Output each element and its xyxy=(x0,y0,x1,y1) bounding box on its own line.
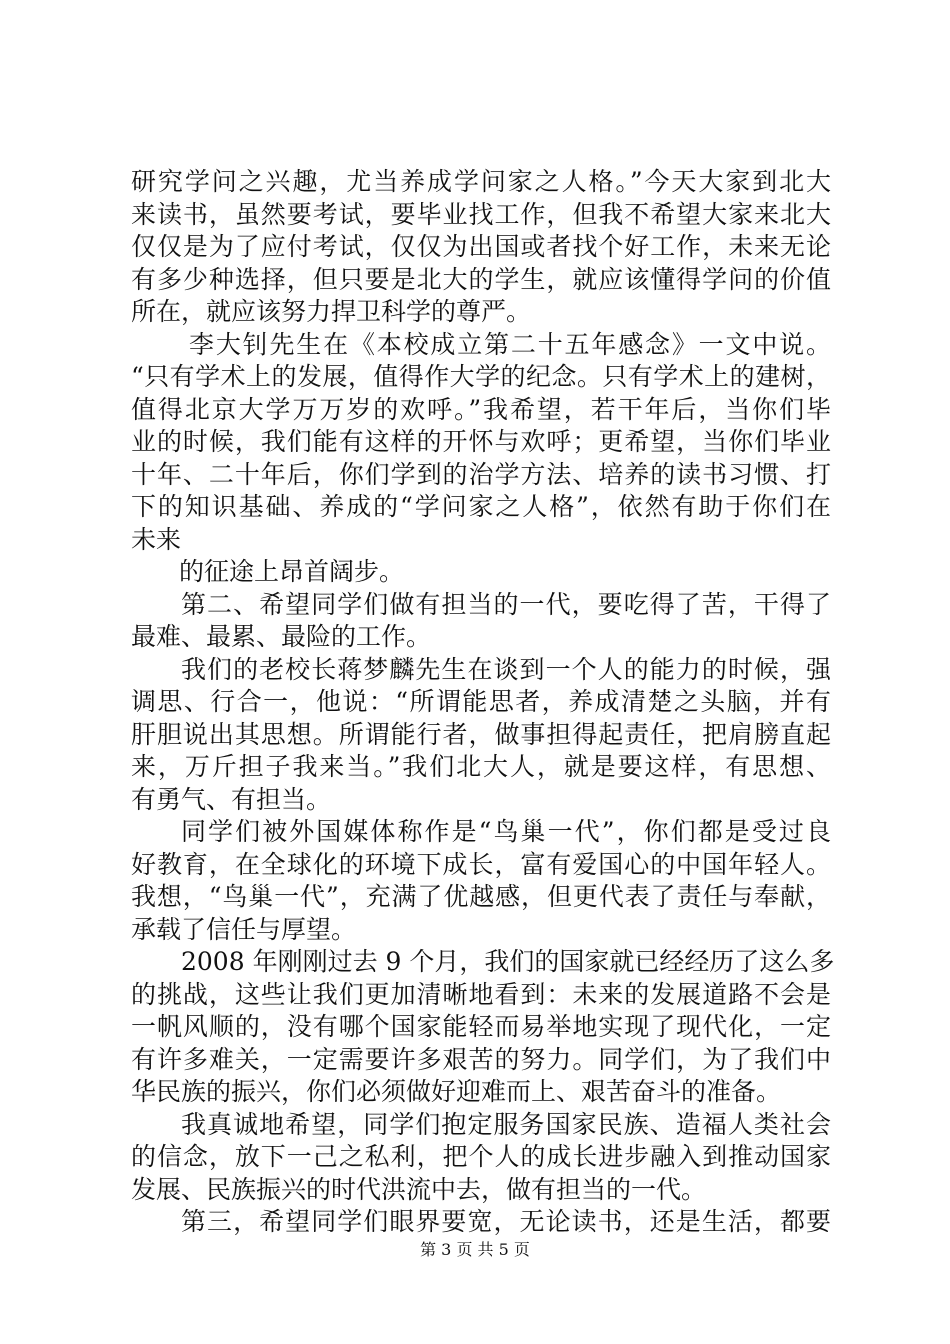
text-line: 仅仅是为了应付考试，仅仅为出国或者找个好工作，未来无论 xyxy=(131,232,831,261)
text-line: 的挑战，这些让我们更加清晰地看到：未来的发展道路不会是 xyxy=(131,980,831,1009)
text-line: 第二、希望同学们做有担当的一代，要吃得了苦，干得了 xyxy=(181,590,831,619)
text-line: 好教育，在全球化的环境下成长，富有爱国心的中国年轻人。 xyxy=(131,850,831,879)
text-line: 的征途上昂首阔步。 xyxy=(179,557,405,586)
page-footer: 第 3 页 共 5 页 xyxy=(420,1240,530,1259)
text-line: 值得北京大学万万岁的欢呼。”我希望，若干年后，当你们毕 xyxy=(131,395,831,424)
text-line: 调思、行合一，他说：“所谓能思者，养成清楚之头脑，并有 xyxy=(131,687,831,716)
text-line: 来读书，虽然要考试，要毕业找工作，但我不希望大家来北大 xyxy=(131,200,831,229)
text-line: 我们的老校长蒋梦麟先生在谈到一个人的能力的时候，强 xyxy=(181,655,831,684)
text-line: 肝胆说出其思想。所谓能行者，做事担得起责任，把肩膀直起 xyxy=(131,720,831,749)
text-line: 最难、最累、最险的工作。 xyxy=(131,622,432,651)
text-line: 华民族的振兴，你们必须做好迎难而上、艰苦奋斗的准备。 xyxy=(131,1077,782,1106)
text-line: 来，万斤担子我来当。”我们北大人，就是要这样，有思想、 xyxy=(131,752,831,781)
text-line: 的信念，放下一己之私利，把个人的成长进步融入到推动国家 xyxy=(131,1142,831,1171)
text-line: 我想，“鸟巢一代”，充满了优越感，但更代表了责任与奉献， xyxy=(131,882,831,911)
text-line: 李大钊先生在《本校成立第二十五年感念》一文中说。 xyxy=(189,330,831,359)
text-line: 研究学问之兴趣，尤当养成学问家之人格。”今天大家到北大 xyxy=(131,167,831,196)
text-line: 同学们被外国媒体称作是“鸟巢一代”，你们都是受过良 xyxy=(181,817,831,846)
text-line: 所在，就应该努力捍卫科学的尊严。 xyxy=(131,297,532,326)
text-line: 有勇气、有担当。 xyxy=(131,785,332,814)
text-line: 下的知识基础、养成的“学问家之人格”，依然有助于你们在 xyxy=(131,492,831,521)
text-line: 一帆风顺的，没有哪个国家能轻而易举地实现了现代化，一定 xyxy=(131,1012,831,1041)
text-line: 发展、民族振兴的时代洪流中去，做有担当的一代。 xyxy=(131,1175,707,1204)
text-line: 承载了信任与厚望。 xyxy=(131,915,357,944)
text-line: 十年、二十年后，你们学到的治学方法、培养的读书习惯、打 xyxy=(131,460,831,489)
text-line: 有许多难关，一定需要许多艰苦的努力。同学们，为了我们中 xyxy=(131,1045,831,1074)
text-line: 2008 年刚刚过去 9 个月，我们的国家就已经经历了这么多 xyxy=(181,947,835,976)
text-line: 有多少种选择，但只要是北大的学生，就应该懂得学问的价值 xyxy=(131,265,831,294)
text-line: 我真诚地希望，同学们抱定服务国家民族、造福人类社会 xyxy=(181,1110,831,1139)
text-line: 未来 xyxy=(131,525,182,554)
text-line: “只有学术上的发展，值得作大学的纪念。只有学术上的建树， xyxy=(131,362,831,391)
text-line: 第三，希望同学们眼界要宽，无论读书，还是生活，都要 xyxy=(181,1207,831,1236)
text-line: 业的时候，我们能有这样的开怀与欢呼；更希望，当你们毕业 xyxy=(131,427,831,456)
